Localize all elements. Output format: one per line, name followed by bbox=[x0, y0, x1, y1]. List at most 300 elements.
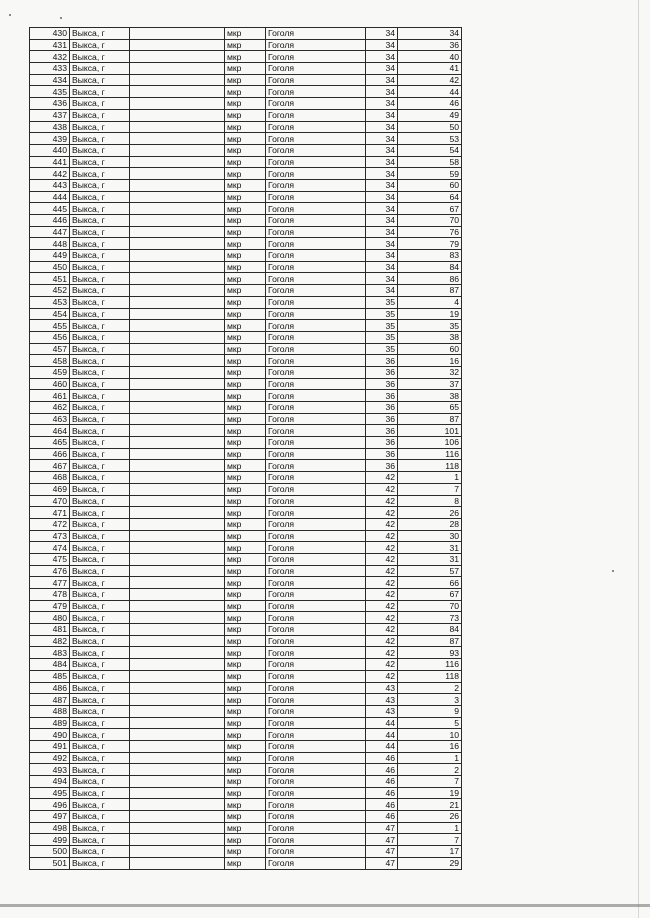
city-cell: Выкса, г bbox=[70, 776, 130, 788]
house-number-cell: 47 bbox=[366, 846, 398, 858]
city-cell: Выкса, г bbox=[70, 390, 130, 402]
house-number-cell: 42 bbox=[366, 507, 398, 519]
street-cell: Гоголя bbox=[266, 63, 366, 75]
row-number: 444 bbox=[30, 191, 70, 203]
house-number-cell: 36 bbox=[366, 413, 398, 425]
blank-cell bbox=[130, 542, 225, 554]
row-number: 449 bbox=[30, 250, 70, 262]
city-cell: Выкса, г bbox=[70, 133, 130, 145]
house-number-cell: 43 bbox=[366, 694, 398, 706]
table-row bbox=[30, 28, 462, 40]
district-type-cell: мкр bbox=[225, 168, 266, 180]
district-type-cell: мкр bbox=[225, 729, 266, 741]
apartment-number-cell: 31 bbox=[398, 553, 462, 565]
city-cell: Выкса, г bbox=[70, 600, 130, 612]
apartment-number-cell: 76 bbox=[398, 226, 462, 238]
table-row bbox=[30, 717, 462, 729]
apartment-number-cell: 32 bbox=[398, 366, 462, 378]
district-type-cell: мкр bbox=[225, 331, 266, 343]
city-cell: Выкса, г bbox=[70, 799, 130, 811]
district-type-cell: мкр bbox=[225, 273, 266, 285]
house-number-cell: 34 bbox=[366, 144, 398, 156]
table-row bbox=[30, 682, 462, 694]
city-cell: Выкса, г bbox=[70, 612, 130, 624]
table-row bbox=[30, 857, 462, 869]
street-cell: Гоголя bbox=[266, 144, 366, 156]
apartment-number-cell: 59 bbox=[398, 168, 462, 180]
table-row bbox=[30, 296, 462, 308]
house-number-cell: 42 bbox=[366, 670, 398, 682]
city-cell: Выкса, г bbox=[70, 296, 130, 308]
row-number: 451 bbox=[30, 273, 70, 285]
city-cell: Выкса, г bbox=[70, 28, 130, 40]
street-cell: Гоголя bbox=[266, 472, 366, 484]
table-row bbox=[30, 507, 462, 519]
blank-cell bbox=[130, 238, 225, 250]
house-number-cell: 42 bbox=[366, 647, 398, 659]
table-row bbox=[30, 472, 462, 484]
house-number-cell: 34 bbox=[366, 121, 398, 133]
district-type-cell: мкр bbox=[225, 144, 266, 156]
blank-cell bbox=[130, 776, 225, 788]
row-number: 437 bbox=[30, 109, 70, 121]
street-cell: Гоголя bbox=[266, 133, 366, 145]
blank-cell bbox=[130, 109, 225, 121]
district-type-cell: мкр bbox=[225, 565, 266, 577]
apartment-number-cell: 67 bbox=[398, 203, 462, 215]
blank-cell bbox=[130, 133, 225, 145]
blank-cell bbox=[130, 28, 225, 40]
blank-cell bbox=[130, 507, 225, 519]
apartment-number-cell: 19 bbox=[398, 308, 462, 320]
scan-bottom-edge bbox=[0, 904, 650, 907]
row-number: 466 bbox=[30, 448, 70, 460]
house-number-cell: 34 bbox=[366, 203, 398, 215]
street-cell: Гоголя bbox=[266, 156, 366, 168]
district-type-cell: мкр bbox=[225, 179, 266, 191]
blank-cell bbox=[130, 402, 225, 414]
street-cell: Гоголя bbox=[266, 191, 366, 203]
house-number-cell: 34 bbox=[366, 238, 398, 250]
blank-cell bbox=[130, 495, 225, 507]
house-number-cell: 42 bbox=[366, 530, 398, 542]
city-cell: Выкса, г bbox=[70, 811, 130, 823]
apartment-number-cell: 10 bbox=[398, 729, 462, 741]
apartment-number-cell: 19 bbox=[398, 787, 462, 799]
house-number-cell: 34 bbox=[366, 98, 398, 110]
row-number: 485 bbox=[30, 670, 70, 682]
city-cell: Выкса, г bbox=[70, 402, 130, 414]
district-type-cell: мкр bbox=[225, 542, 266, 554]
row-number: 453 bbox=[30, 296, 70, 308]
blank-cell bbox=[130, 600, 225, 612]
city-cell: Выкса, г bbox=[70, 215, 130, 227]
house-number-cell: 36 bbox=[366, 378, 398, 390]
apartment-number-cell: 34 bbox=[398, 28, 462, 40]
street-cell: Гоголя bbox=[266, 366, 366, 378]
row-number: 480 bbox=[30, 612, 70, 624]
city-cell: Выкса, г bbox=[70, 729, 130, 741]
blank-cell bbox=[130, 857, 225, 869]
city-cell: Выкса, г bbox=[70, 203, 130, 215]
city-cell: Выкса, г bbox=[70, 168, 130, 180]
street-cell: Гоголя bbox=[266, 811, 366, 823]
house-number-cell: 34 bbox=[366, 179, 398, 191]
apartment-number-cell: 60 bbox=[398, 343, 462, 355]
street-cell: Гоголя bbox=[266, 670, 366, 682]
street-cell: Гоголя bbox=[266, 215, 366, 227]
table-row bbox=[30, 179, 462, 191]
house-number-cell: 34 bbox=[366, 39, 398, 51]
apartment-number-cell: 54 bbox=[398, 144, 462, 156]
house-number-cell: 42 bbox=[366, 565, 398, 577]
table-row bbox=[30, 261, 462, 273]
row-number: 433 bbox=[30, 63, 70, 75]
apartment-number-cell: 106 bbox=[398, 437, 462, 449]
street-cell: Гоголя bbox=[266, 635, 366, 647]
blank-cell bbox=[130, 343, 225, 355]
table-row bbox=[30, 355, 462, 367]
row-number: 432 bbox=[30, 51, 70, 63]
blank-cell bbox=[130, 460, 225, 472]
district-type-cell: мкр bbox=[225, 51, 266, 63]
city-cell: Выкса, г bbox=[70, 705, 130, 717]
apartment-number-cell: 53 bbox=[398, 133, 462, 145]
house-number-cell: 34 bbox=[366, 273, 398, 285]
city-cell: Выкса, г bbox=[70, 109, 130, 121]
city-cell: Выкса, г bbox=[70, 507, 130, 519]
street-cell: Гоголя bbox=[266, 425, 366, 437]
blank-cell bbox=[130, 647, 225, 659]
blank-cell bbox=[130, 296, 225, 308]
city-cell: Выкса, г bbox=[70, 343, 130, 355]
row-number: 478 bbox=[30, 589, 70, 601]
apartment-number-cell: 46 bbox=[398, 98, 462, 110]
table-row bbox=[30, 98, 462, 110]
house-number-cell: 44 bbox=[366, 729, 398, 741]
blank-cell bbox=[130, 366, 225, 378]
row-number: 468 bbox=[30, 472, 70, 484]
house-number-cell: 46 bbox=[366, 799, 398, 811]
apartment-number-cell: 8 bbox=[398, 495, 462, 507]
city-cell: Выкса, г bbox=[70, 285, 130, 297]
table-row bbox=[30, 577, 462, 589]
table-row bbox=[30, 624, 462, 636]
city-cell: Выкса, г bbox=[70, 98, 130, 110]
blank-cell bbox=[130, 694, 225, 706]
city-cell: Выкса, г bbox=[70, 764, 130, 776]
city-cell: Выкса, г bbox=[70, 121, 130, 133]
row-number: 495 bbox=[30, 787, 70, 799]
row-number: 486 bbox=[30, 682, 70, 694]
district-type-cell: мкр bbox=[225, 799, 266, 811]
table-row bbox=[30, 308, 462, 320]
city-cell: Выкса, г bbox=[70, 355, 130, 367]
blank-cell bbox=[130, 413, 225, 425]
row-number: 461 bbox=[30, 390, 70, 402]
district-type-cell: мкр bbox=[225, 822, 266, 834]
city-cell: Выкса, г bbox=[70, 366, 130, 378]
house-number-cell: 34 bbox=[366, 74, 398, 86]
city-cell: Выкса, г bbox=[70, 179, 130, 191]
house-number-cell: 35 bbox=[366, 343, 398, 355]
city-cell: Выкса, г bbox=[70, 191, 130, 203]
blank-cell bbox=[130, 425, 225, 437]
district-type-cell: мкр bbox=[225, 846, 266, 858]
blank-cell bbox=[130, 179, 225, 191]
street-cell: Гоголя bbox=[266, 612, 366, 624]
house-number-cell: 36 bbox=[366, 448, 398, 460]
apartment-number-cell: 3 bbox=[398, 694, 462, 706]
row-number: 464 bbox=[30, 425, 70, 437]
district-type-cell: мкр bbox=[225, 659, 266, 671]
street-cell: Гоголя bbox=[266, 261, 366, 273]
row-number: 463 bbox=[30, 413, 70, 425]
city-cell: Выкса, г bbox=[70, 834, 130, 846]
table-row bbox=[30, 483, 462, 495]
row-number: 497 bbox=[30, 811, 70, 823]
street-cell: Гоголя bbox=[266, 799, 366, 811]
district-type-cell: мкр bbox=[225, 156, 266, 168]
street-cell: Гоголя bbox=[266, 565, 366, 577]
row-number: 469 bbox=[30, 483, 70, 495]
house-number-cell: 34 bbox=[366, 215, 398, 227]
apartment-number-cell: 84 bbox=[398, 261, 462, 273]
district-type-cell: мкр bbox=[225, 857, 266, 869]
row-number: 474 bbox=[30, 542, 70, 554]
house-number-cell: 42 bbox=[366, 659, 398, 671]
city-cell: Выкса, г bbox=[70, 308, 130, 320]
row-number: 491 bbox=[30, 740, 70, 752]
street-cell: Гоголя bbox=[266, 624, 366, 636]
blank-cell bbox=[130, 740, 225, 752]
city-cell: Выкса, г bbox=[70, 51, 130, 63]
house-number-cell: 36 bbox=[366, 425, 398, 437]
blank-cell bbox=[130, 144, 225, 156]
row-number: 470 bbox=[30, 495, 70, 507]
house-number-cell: 35 bbox=[366, 308, 398, 320]
scan-speck bbox=[612, 570, 614, 572]
table-row bbox=[30, 39, 462, 51]
table-row bbox=[30, 787, 462, 799]
street-cell: Гоголя bbox=[266, 39, 366, 51]
table-row bbox=[30, 705, 462, 717]
table-row bbox=[30, 238, 462, 250]
district-type-cell: мкр bbox=[225, 776, 266, 788]
district-type-cell: мкр bbox=[225, 624, 266, 636]
blank-cell bbox=[130, 612, 225, 624]
blank-cell bbox=[130, 74, 225, 86]
city-cell: Выкса, г bbox=[70, 483, 130, 495]
apartment-number-cell: 73 bbox=[398, 612, 462, 624]
street-cell: Гоголя bbox=[266, 776, 366, 788]
district-type-cell: мкр bbox=[225, 589, 266, 601]
house-number-cell: 42 bbox=[366, 542, 398, 554]
row-number: 456 bbox=[30, 331, 70, 343]
house-number-cell: 36 bbox=[366, 402, 398, 414]
blank-cell bbox=[130, 331, 225, 343]
street-cell: Гоголя bbox=[266, 121, 366, 133]
table-row bbox=[30, 366, 462, 378]
city-cell: Выкса, г bbox=[70, 413, 130, 425]
district-type-cell: мкр bbox=[225, 717, 266, 729]
house-number-cell: 34 bbox=[366, 168, 398, 180]
apartment-number-cell: 2 bbox=[398, 682, 462, 694]
apartment-number-cell: 79 bbox=[398, 238, 462, 250]
district-type-cell: мкр bbox=[225, 378, 266, 390]
row-number: 458 bbox=[30, 355, 70, 367]
district-type-cell: мкр bbox=[225, 811, 266, 823]
house-number-cell: 34 bbox=[366, 133, 398, 145]
district-type-cell: мкр bbox=[225, 425, 266, 437]
blank-cell bbox=[130, 51, 225, 63]
street-cell: Гоголя bbox=[266, 402, 366, 414]
row-number: 460 bbox=[30, 378, 70, 390]
table-row bbox=[30, 659, 462, 671]
house-number-cell: 43 bbox=[366, 705, 398, 717]
apartment-number-cell: 17 bbox=[398, 846, 462, 858]
row-number: 483 bbox=[30, 647, 70, 659]
table-row bbox=[30, 191, 462, 203]
row-number: 443 bbox=[30, 179, 70, 191]
district-type-cell: мкр bbox=[225, 215, 266, 227]
table-row bbox=[30, 109, 462, 121]
city-cell: Выкса, г bbox=[70, 156, 130, 168]
row-number: 479 bbox=[30, 600, 70, 612]
blank-cell bbox=[130, 682, 225, 694]
row-number: 484 bbox=[30, 659, 70, 671]
table-row bbox=[30, 86, 462, 98]
district-type-cell: мкр bbox=[225, 787, 266, 799]
house-number-cell: 42 bbox=[366, 518, 398, 530]
district-type-cell: мкр bbox=[225, 518, 266, 530]
city-cell: Выкса, г bbox=[70, 530, 130, 542]
district-type-cell: мкр bbox=[225, 86, 266, 98]
district-type-cell: мкр bbox=[225, 261, 266, 273]
district-type-cell: мкр bbox=[225, 507, 266, 519]
apartment-number-cell: 87 bbox=[398, 285, 462, 297]
street-cell: Гоголя bbox=[266, 577, 366, 589]
blank-cell bbox=[130, 565, 225, 577]
scan-speck bbox=[60, 17, 62, 19]
row-number: 447 bbox=[30, 226, 70, 238]
district-type-cell: мкр bbox=[225, 635, 266, 647]
street-cell: Гоголя bbox=[266, 390, 366, 402]
apartment-number-cell: 83 bbox=[398, 250, 462, 262]
apartment-number-cell: 40 bbox=[398, 51, 462, 63]
district-type-cell: мкр bbox=[225, 63, 266, 75]
street-cell: Гоголя bbox=[266, 740, 366, 752]
blank-cell bbox=[130, 670, 225, 682]
street-cell: Гоголя bbox=[266, 343, 366, 355]
street-cell: Гоголя bbox=[266, 483, 366, 495]
table-row bbox=[30, 250, 462, 262]
apartment-number-cell: 67 bbox=[398, 589, 462, 601]
apartment-number-cell: 9 bbox=[398, 705, 462, 717]
house-number-cell: 34 bbox=[366, 63, 398, 75]
row-number: 438 bbox=[30, 121, 70, 133]
blank-cell bbox=[130, 472, 225, 484]
district-type-cell: мкр bbox=[225, 437, 266, 449]
apartment-number-cell: 41 bbox=[398, 63, 462, 75]
district-type-cell: мкр bbox=[225, 343, 266, 355]
blank-cell bbox=[130, 98, 225, 110]
house-number-cell: 47 bbox=[366, 857, 398, 869]
table-row bbox=[30, 647, 462, 659]
district-type-cell: мкр bbox=[225, 413, 266, 425]
table-row bbox=[30, 553, 462, 565]
city-cell: Выкса, г bbox=[70, 647, 130, 659]
apartment-number-cell: 1 bbox=[398, 822, 462, 834]
district-type-cell: мкр bbox=[225, 28, 266, 40]
street-cell: Гоголя bbox=[266, 834, 366, 846]
blank-cell bbox=[130, 226, 225, 238]
district-type-cell: мкр bbox=[225, 834, 266, 846]
table-row bbox=[30, 694, 462, 706]
blank-cell bbox=[130, 39, 225, 51]
apartment-number-cell: 38 bbox=[398, 331, 462, 343]
street-cell: Гоголя bbox=[266, 553, 366, 565]
table-row bbox=[30, 215, 462, 227]
street-cell: Гоголя bbox=[266, 717, 366, 729]
table-row bbox=[30, 635, 462, 647]
house-number-cell: 34 bbox=[366, 109, 398, 121]
table-row bbox=[30, 273, 462, 285]
city-cell: Выкса, г bbox=[70, 565, 130, 577]
street-cell: Гоголя bbox=[266, 226, 366, 238]
table-row bbox=[30, 764, 462, 776]
table-row bbox=[30, 133, 462, 145]
street-cell: Гоголя bbox=[266, 28, 366, 40]
row-number: 473 bbox=[30, 530, 70, 542]
apartment-number-cell: 118 bbox=[398, 460, 462, 472]
city-cell: Выкса, г bbox=[70, 542, 130, 554]
table-row bbox=[30, 168, 462, 180]
house-number-cell: 42 bbox=[366, 483, 398, 495]
row-number: 448 bbox=[30, 238, 70, 250]
row-number: 459 bbox=[30, 366, 70, 378]
district-type-cell: мкр bbox=[225, 402, 266, 414]
apartment-number-cell: 65 bbox=[398, 402, 462, 414]
street-cell: Гоголя bbox=[266, 857, 366, 869]
blank-cell bbox=[130, 378, 225, 390]
district-type-cell: мкр bbox=[225, 495, 266, 507]
apartment-number-cell: 84 bbox=[398, 624, 462, 636]
table-row bbox=[30, 834, 462, 846]
city-cell: Выкса, г bbox=[70, 787, 130, 799]
apartment-number-cell: 87 bbox=[398, 635, 462, 647]
blank-cell bbox=[130, 799, 225, 811]
district-type-cell: мкр bbox=[225, 250, 266, 262]
row-number: 492 bbox=[30, 752, 70, 764]
house-number-cell: 34 bbox=[366, 156, 398, 168]
city-cell: Выкса, г bbox=[70, 857, 130, 869]
house-number-cell: 42 bbox=[366, 472, 398, 484]
row-number: 440 bbox=[30, 144, 70, 156]
apartment-number-cell: 31 bbox=[398, 542, 462, 554]
city-cell: Выкса, г bbox=[70, 378, 130, 390]
row-number: 435 bbox=[30, 86, 70, 98]
table-row bbox=[30, 226, 462, 238]
house-number-cell: 36 bbox=[366, 437, 398, 449]
row-number: 450 bbox=[30, 261, 70, 273]
street-cell: Гоголя bbox=[266, 320, 366, 332]
district-type-cell: мкр bbox=[225, 226, 266, 238]
district-type-cell: мкр bbox=[225, 238, 266, 250]
blank-cell bbox=[130, 834, 225, 846]
street-cell: Гоголя bbox=[266, 296, 366, 308]
house-number-cell: 42 bbox=[366, 624, 398, 636]
